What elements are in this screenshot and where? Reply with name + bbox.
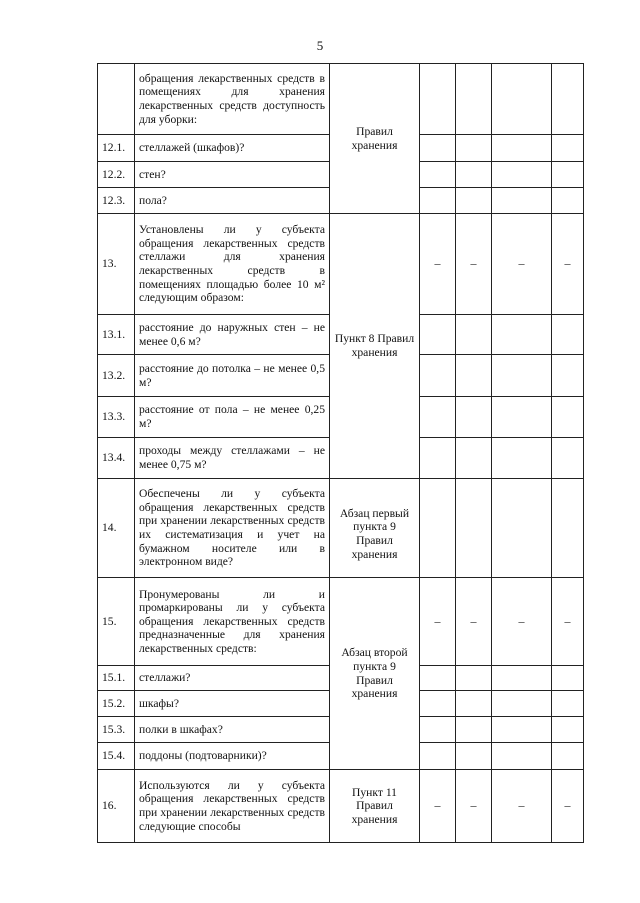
answer-cell-na bbox=[492, 743, 552, 770]
answer-dash: – bbox=[492, 770, 552, 843]
answer-cell-note bbox=[552, 479, 584, 578]
answer-cell-yes bbox=[420, 438, 456, 479]
item-question: обращения лекарственных средств в помещениях для хранения лекарственных средств доступность для уборки: bbox=[135, 64, 330, 135]
item-number: 12.3. bbox=[98, 188, 135, 214]
answer-dash: – bbox=[420, 578, 456, 666]
item-question: полки в шкафах? bbox=[135, 717, 330, 743]
answer-cell-note bbox=[552, 188, 584, 214]
answer-cell-na bbox=[492, 666, 552, 691]
item-number: 12.2. bbox=[98, 162, 135, 188]
answer-cell-yes bbox=[420, 691, 456, 717]
legal-reference: Правил хранения bbox=[330, 64, 420, 214]
table-row bbox=[98, 479, 584, 578]
item-number: 13.2. bbox=[98, 355, 135, 397]
item-number: 15.2. bbox=[98, 691, 135, 717]
item-question: проходы между стеллажами – не менее 0,75 м? bbox=[135, 438, 330, 479]
answer-cell-yes bbox=[420, 64, 456, 135]
answer-cell-na bbox=[492, 355, 552, 397]
answer-cell-na bbox=[492, 315, 552, 355]
answer-dash: – bbox=[492, 214, 552, 315]
answer-cell-yes bbox=[420, 666, 456, 691]
answer-cell-no bbox=[456, 135, 492, 162]
answer-cell-yes bbox=[420, 188, 456, 214]
answer-dash: – bbox=[420, 770, 456, 843]
answer-cell-no bbox=[456, 666, 492, 691]
answer-cell-no bbox=[456, 188, 492, 214]
answer-cell-note bbox=[552, 162, 584, 188]
answer-cell-na bbox=[492, 64, 552, 135]
answer-cell-na bbox=[492, 438, 552, 479]
answer-cell-no bbox=[456, 743, 492, 770]
item-number bbox=[98, 64, 135, 135]
item-question: Пронумерованы ли и промаркированы ли у субъекта обращения лекарственных средств предназначенные для хранения лекарственных средств: bbox=[135, 578, 330, 666]
answer-cell-note bbox=[552, 438, 584, 479]
item-number: 16. bbox=[98, 770, 135, 843]
item-question: пола? bbox=[135, 188, 330, 214]
answer-cell-yes bbox=[420, 743, 456, 770]
answer-dash: – bbox=[552, 214, 584, 315]
answer-cell-no bbox=[456, 355, 492, 397]
answer-cell-note bbox=[552, 315, 584, 355]
answer-cell-yes bbox=[420, 315, 456, 355]
item-question: Используются ли у субъекта обращения лекарственных средств при хранении лекарственных средств следующие способы bbox=[135, 770, 330, 843]
answer-dash: – bbox=[420, 214, 456, 315]
item-number: 15.1. bbox=[98, 666, 135, 691]
answer-cell-na bbox=[492, 717, 552, 743]
answer-cell-yes bbox=[420, 135, 456, 162]
answer-dash: – bbox=[456, 214, 492, 315]
item-question: Установлены ли у субъекта обращения лекарственных средств стеллажи для хранения лекарственных средств в помещениях площадью более 10 м² следующим образом: bbox=[135, 214, 330, 315]
answer-cell-note bbox=[552, 743, 584, 770]
answer-cell-no bbox=[456, 691, 492, 717]
table-row bbox=[98, 64, 584, 135]
item-question: расстояние до наружных стен – не менее 0,6 м? bbox=[135, 315, 330, 355]
answer-cell-yes bbox=[420, 397, 456, 438]
table-row bbox=[98, 770, 584, 843]
answer-cell-yes bbox=[420, 162, 456, 188]
legal-reference: Пункт 8 Правил хранения bbox=[330, 214, 420, 479]
answer-cell-no bbox=[456, 162, 492, 188]
item-number: 13.1. bbox=[98, 315, 135, 355]
answer-dash: – bbox=[492, 578, 552, 666]
answer-cell-no bbox=[456, 717, 492, 743]
answer-cell-yes bbox=[420, 479, 456, 578]
answer-cell-note bbox=[552, 717, 584, 743]
item-number: 13.4. bbox=[98, 438, 135, 479]
checklist-table bbox=[97, 63, 584, 843]
answer-cell-note bbox=[552, 666, 584, 691]
answer-cell-na bbox=[492, 162, 552, 188]
answer-cell-no bbox=[456, 397, 492, 438]
answer-dash: – bbox=[552, 578, 584, 666]
table-row bbox=[98, 578, 584, 666]
answer-dash: – bbox=[456, 770, 492, 843]
answer-cell-na bbox=[492, 188, 552, 214]
item-question: стеллажей (шкафов)? bbox=[135, 135, 330, 162]
item-number: 13.3. bbox=[98, 397, 135, 438]
answer-dash: – bbox=[552, 770, 584, 843]
item-number: 14. bbox=[98, 479, 135, 578]
answer-cell-note bbox=[552, 397, 584, 438]
answer-dash: – bbox=[456, 578, 492, 666]
table-row bbox=[98, 214, 584, 315]
item-question: поддоны (подтоварники)? bbox=[135, 743, 330, 770]
legal-reference: Абзац первый пункта 9 Правил хранения bbox=[330, 479, 420, 578]
answer-cell-yes bbox=[420, 717, 456, 743]
item-number: 15. bbox=[98, 578, 135, 666]
item-question: расстояние до потолка – не менее 0,5 м? bbox=[135, 355, 330, 397]
item-number: 12.1. bbox=[98, 135, 135, 162]
item-question: Обеспечены ли у субъекта обращения лекарственных средств при хранении лекарственных средств их систематизация и учет на бумажном носителе или в электронном виде? bbox=[135, 479, 330, 578]
answer-cell-no bbox=[456, 438, 492, 479]
item-number: 15.3. bbox=[98, 717, 135, 743]
item-question: стеллажи? bbox=[135, 666, 330, 691]
item-question: шкафы? bbox=[135, 691, 330, 717]
answer-cell-na bbox=[492, 135, 552, 162]
legal-reference: Пункт 11 Правил хранения bbox=[330, 770, 420, 843]
answer-cell-note bbox=[552, 355, 584, 397]
answer-cell-no bbox=[456, 315, 492, 355]
answer-cell-note bbox=[552, 691, 584, 717]
answer-cell-note bbox=[552, 64, 584, 135]
answer-cell-no bbox=[456, 479, 492, 578]
item-question: стен? bbox=[135, 162, 330, 188]
answer-cell-yes bbox=[420, 355, 456, 397]
page-number: 5 bbox=[316, 38, 324, 53]
answer-cell-no bbox=[456, 64, 492, 135]
answer-cell-na bbox=[492, 479, 552, 578]
answer-cell-na bbox=[492, 397, 552, 438]
item-question: расстояние от пола – не менее 0,25 м? bbox=[135, 397, 330, 438]
legal-reference: Абзац второй пункта 9 Правил хранения bbox=[330, 578, 420, 770]
answer-cell-note bbox=[552, 135, 584, 162]
item-number: 13. bbox=[98, 214, 135, 315]
answer-cell-na bbox=[492, 691, 552, 717]
item-number: 15.4. bbox=[98, 743, 135, 770]
